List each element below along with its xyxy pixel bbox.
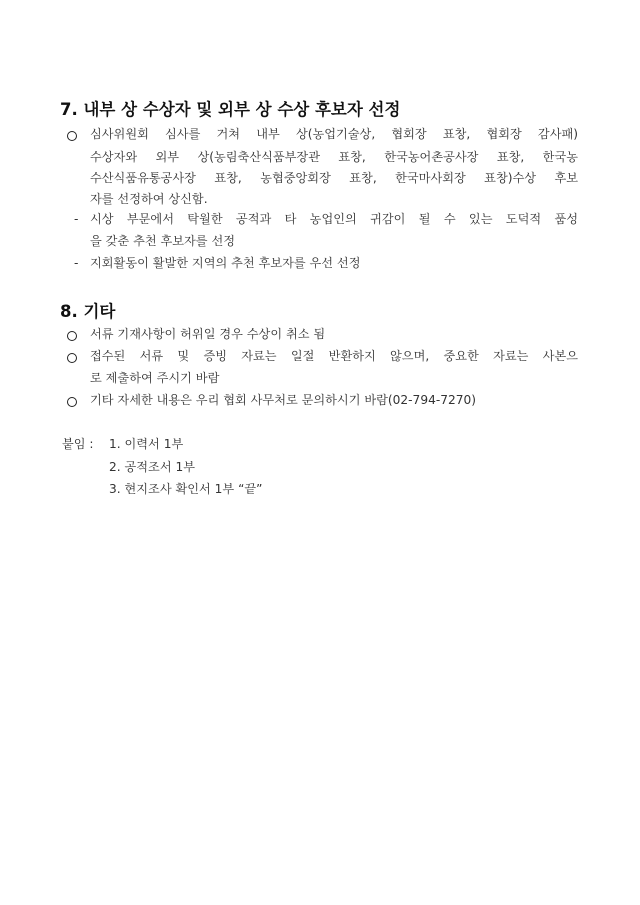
attachment-item: 2. 공적조서 1부 — [109, 460, 195, 474]
attachment-item: 3. 현지조사 확인서 1부 “끝” — [109, 482, 263, 496]
section-7-heading: 7. 내부 상 수상자 및 외부 상 수상 후보자 선정 — [60, 100, 401, 119]
dash-bullet: - — [74, 256, 79, 270]
section-7-item-1-line-4: 자를 선정하여 상신함. — [90, 192, 208, 206]
section-7-item-1-line-3: 수산식품유통공사장 표창, 농협중앙회장 표창, 한국마사회장 표창)수상 후보 — [90, 171, 578, 185]
dash-bullet: - — [74, 212, 79, 226]
circle-bullet-icon — [67, 397, 77, 407]
section-7-sub-1-line-2: 을 갖춘 추천 후보자를 선정 — [90, 234, 236, 248]
circle-bullet-icon — [67, 131, 77, 141]
section-8-item-1-line-1: 서류 기재사항이 허위일 경우 수상이 취소 됨 — [90, 327, 326, 341]
section-8-item-2-line-1: 접수된 서류 및 증빙 자료는 일절 반환하지 않으며, 중요한 자료는 사본으 — [90, 349, 578, 363]
section-7-item-1-line-1: 심사위원회 심사를 거쳐 내부 상(농업기술상, 협회장 표창, 협회장 감사패) — [90, 127, 578, 141]
circle-bullet-icon — [67, 331, 77, 341]
section-8-item-2-line-2: 로 제출하여 주시기 바람 — [90, 371, 220, 385]
attachment-item: 1. 이력서 1부 — [109, 437, 184, 451]
circle-bullet-icon — [67, 353, 77, 363]
section-7-sub-1-line-1: 시상 부문에서 탁월한 공적과 타 농업인의 귀감이 될 수 있는 도덕적 품성 — [90, 212, 578, 226]
section-7-sub-2-line-1: 지회활동이 활발한 지역의 추천 후보자를 우선 선정 — [90, 256, 361, 270]
attachments-label: 붙임 : — [62, 437, 94, 451]
section-7-item-1-line-2: 수상자와 외부 상(농림축산식품부장관 표창, 한국농어촌공사장 표창, 한국농 — [90, 150, 578, 164]
section-8-heading: 8. 기타 — [60, 302, 116, 321]
section-8-item-3-line-1: 기타 자세한 내용은 우리 협회 사무처로 문의하시기 바람(02-794-7270) — [90, 393, 476, 407]
